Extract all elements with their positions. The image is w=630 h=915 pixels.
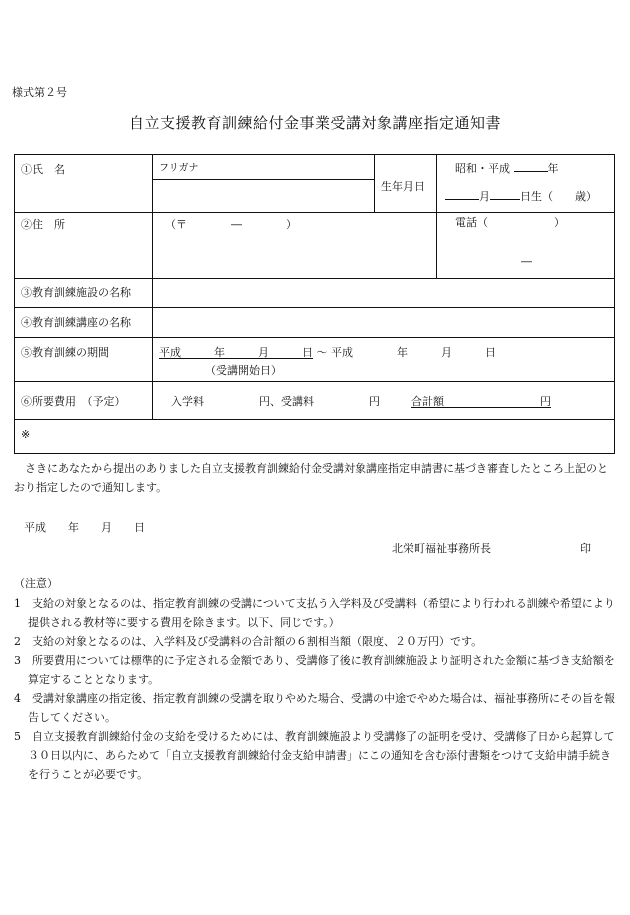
notice-body: さきにあなたから提出のありました自立支援教育訓練給付金受講対象講座指定申請書に基づき審査したところ上記のとおり指定したので通知します。: [14, 462, 608, 494]
cost-label: ⑥所要費用 （予定）: [21, 395, 126, 408]
cost-admission-tuition: 入学料 円、受講料 円: [171, 395, 380, 408]
dob-era-line: [455, 163, 559, 174]
name-label: ①氏 名: [21, 163, 65, 176]
document-title: 自立支援教育訓練給付金事業受講対象講座指定通知書: [128, 114, 501, 132]
row-divider: [15, 212, 614, 213]
phone-label: 電話（ ）: [455, 216, 565, 229]
period-line: [159, 347, 496, 359]
cost-line: [171, 396, 551, 408]
dob-label: 生年月日: [381, 180, 425, 193]
row-divider: [15, 419, 614, 420]
dob-column-divider: [374, 155, 375, 212]
remark-mark: ※: [21, 428, 31, 441]
dob-date-line: [445, 191, 597, 202]
period-end: 平成 年 月 日: [331, 346, 496, 359]
form-table: [14, 154, 615, 454]
dob-month-field[interactable]: [445, 199, 479, 200]
dob-day-field[interactable]: [490, 199, 520, 200]
notes-heading: （注意）: [14, 577, 58, 590]
note-item: 1 支給の対象となるのは、指定教育訓練の受講について支払う入学料及び受講料（希望により行われる訓練や希望により提供される教材等に要する費用を除きます。以下、同じです。）: [14, 597, 615, 629]
dob-day-age: 日生（ 歳）: [520, 190, 597, 203]
course-label: ④教育訓練講座の名称: [21, 316, 131, 329]
period-start-note: （受講開始日）: [205, 364, 282, 377]
row-divider: [15, 307, 614, 308]
label-column-divider: [152, 155, 153, 419]
dob-era: 昭和・平成: [455, 162, 510, 175]
seal-mark: 印: [580, 542, 591, 555]
period-start[interactable]: 平成 年 月 日: [159, 346, 313, 359]
dob-year-suffix: 年: [547, 162, 559, 175]
facility-label: ③教育訓練施設の名称: [21, 286, 131, 299]
cost-total-label: 合計額: [411, 395, 444, 408]
row-divider: [15, 381, 614, 382]
note-item: 2 支給の対象となるのは、入学料及び受講料の合計額の６割相当額（限度、２０万円）です。: [14, 635, 483, 648]
period-tilde: ～: [316, 346, 328, 359]
phone-dash: ―: [521, 255, 532, 268]
note-item: 3 所要費用については標準的に予定される金額であり、受講修了後に教育訓練施設より証明された金額に基づき支給額を算定することとなります。: [14, 654, 615, 686]
cost-total-field[interactable]: [411, 396, 551, 408]
form-number: 様式第２号: [12, 86, 67, 99]
note-item: 5 自立支援教育訓練給付金の支給を受けるためには、教育訓練施設より受講修了の証明を受け、受講修了日から起算して３０日以内に、あらためて「自立支援教育訓練給付金支給申請書」にこの通知を含む添付書類をつけて支給申請手続きを行うことが必要です。: [14, 730, 615, 781]
row-divider: [15, 337, 614, 338]
note-item: 4 受講対象講座の指定後、指定教育訓練の受講を取りやめた場合、受講の中途でやめた場合は、福祉事務所にその旨を報告してください。: [14, 692, 615, 724]
furigana-divider: [153, 179, 374, 180]
furigana-label: フリガナ: [159, 163, 199, 174]
issue-date: 平成 年 月 日: [24, 521, 145, 534]
cost-total-unit: 円: [540, 395, 551, 408]
dob-year-field[interactable]: [514, 171, 548, 172]
postal-code: （〒 ― ）: [165, 218, 297, 231]
period-label: ⑤教育訓練の期間: [21, 346, 109, 359]
address-label: ②住 所: [21, 218, 65, 231]
dob-value-divider: [436, 155, 437, 278]
issuer-name: 北栄町福祉事務所長: [392, 542, 491, 555]
dob-month-suffix: 月: [479, 190, 490, 203]
row-divider: [15, 278, 614, 279]
